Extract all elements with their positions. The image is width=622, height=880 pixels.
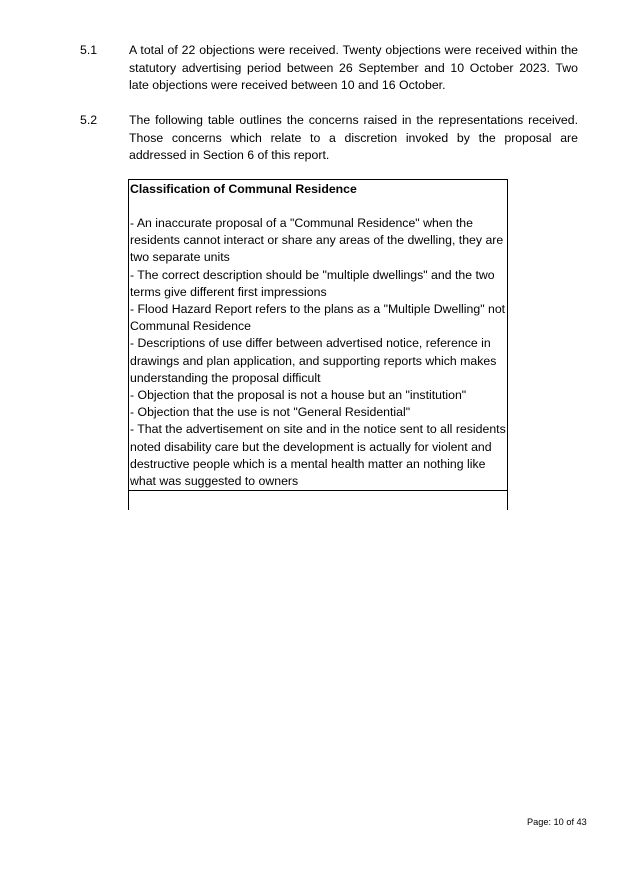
table-continuation xyxy=(128,490,508,510)
concern-line: two separate units xyxy=(130,250,230,265)
concern-line: noted disability care but the development is actually for violent and xyxy=(130,439,492,454)
concern-line: - Flood Hazard Report refers to the plans as a "Multiple Dwelling" not xyxy=(130,302,506,317)
concern-line: understanding the proposal difficult xyxy=(130,370,321,385)
concerns-list xyxy=(130,215,504,490)
concern-line: - An inaccurate proposal of a "Communal Residence" when the xyxy=(130,216,473,230)
concern-line: terms give different first impressions xyxy=(130,284,327,299)
concern-line: residents cannot interact or share any areas of the dwelling, they are xyxy=(130,233,504,248)
section-number: 5.2 xyxy=(80,113,98,127)
section-number: 5.1 xyxy=(80,43,98,57)
concerns-table xyxy=(128,179,508,491)
concern-line: - Objection that the use is not "General Residential" xyxy=(130,405,411,420)
concern-line: - Descriptions of use differ between advertised notice, reference in xyxy=(130,336,491,351)
section-text: A total of 22 objections were received. Twenty objections were received within the statutory advertising period between 26 September and 10 October 2023. Two late objections were received between 10 and 16 October. xyxy=(129,43,578,93)
page-number: Page: 10 of 43 xyxy=(527,817,587,827)
concern-line: - Objection that the proposal is not a house but an "institution" xyxy=(130,388,467,403)
section-text: The following table outlines the concerns raised in the representations received. Those concerns which relate to a discretion invoked by the proposal are addressed in Section 6 of this report. xyxy=(129,113,578,163)
concern-line: Communal Residence xyxy=(130,319,251,334)
concern-line: destructive people which is a mental health matter an nothing like xyxy=(130,456,486,471)
table-heading: Classification of Communal Residence xyxy=(130,182,357,196)
concern-line: - The correct description should be "multiple dwellings" and the two xyxy=(130,267,495,282)
concern-line: drawings and plan application, and supporting reports which makes xyxy=(130,353,497,368)
concern-line: what was suggested to owners xyxy=(130,474,299,489)
concern-line: - That the advertisement on site and in the notice sent to all residents xyxy=(130,422,506,437)
